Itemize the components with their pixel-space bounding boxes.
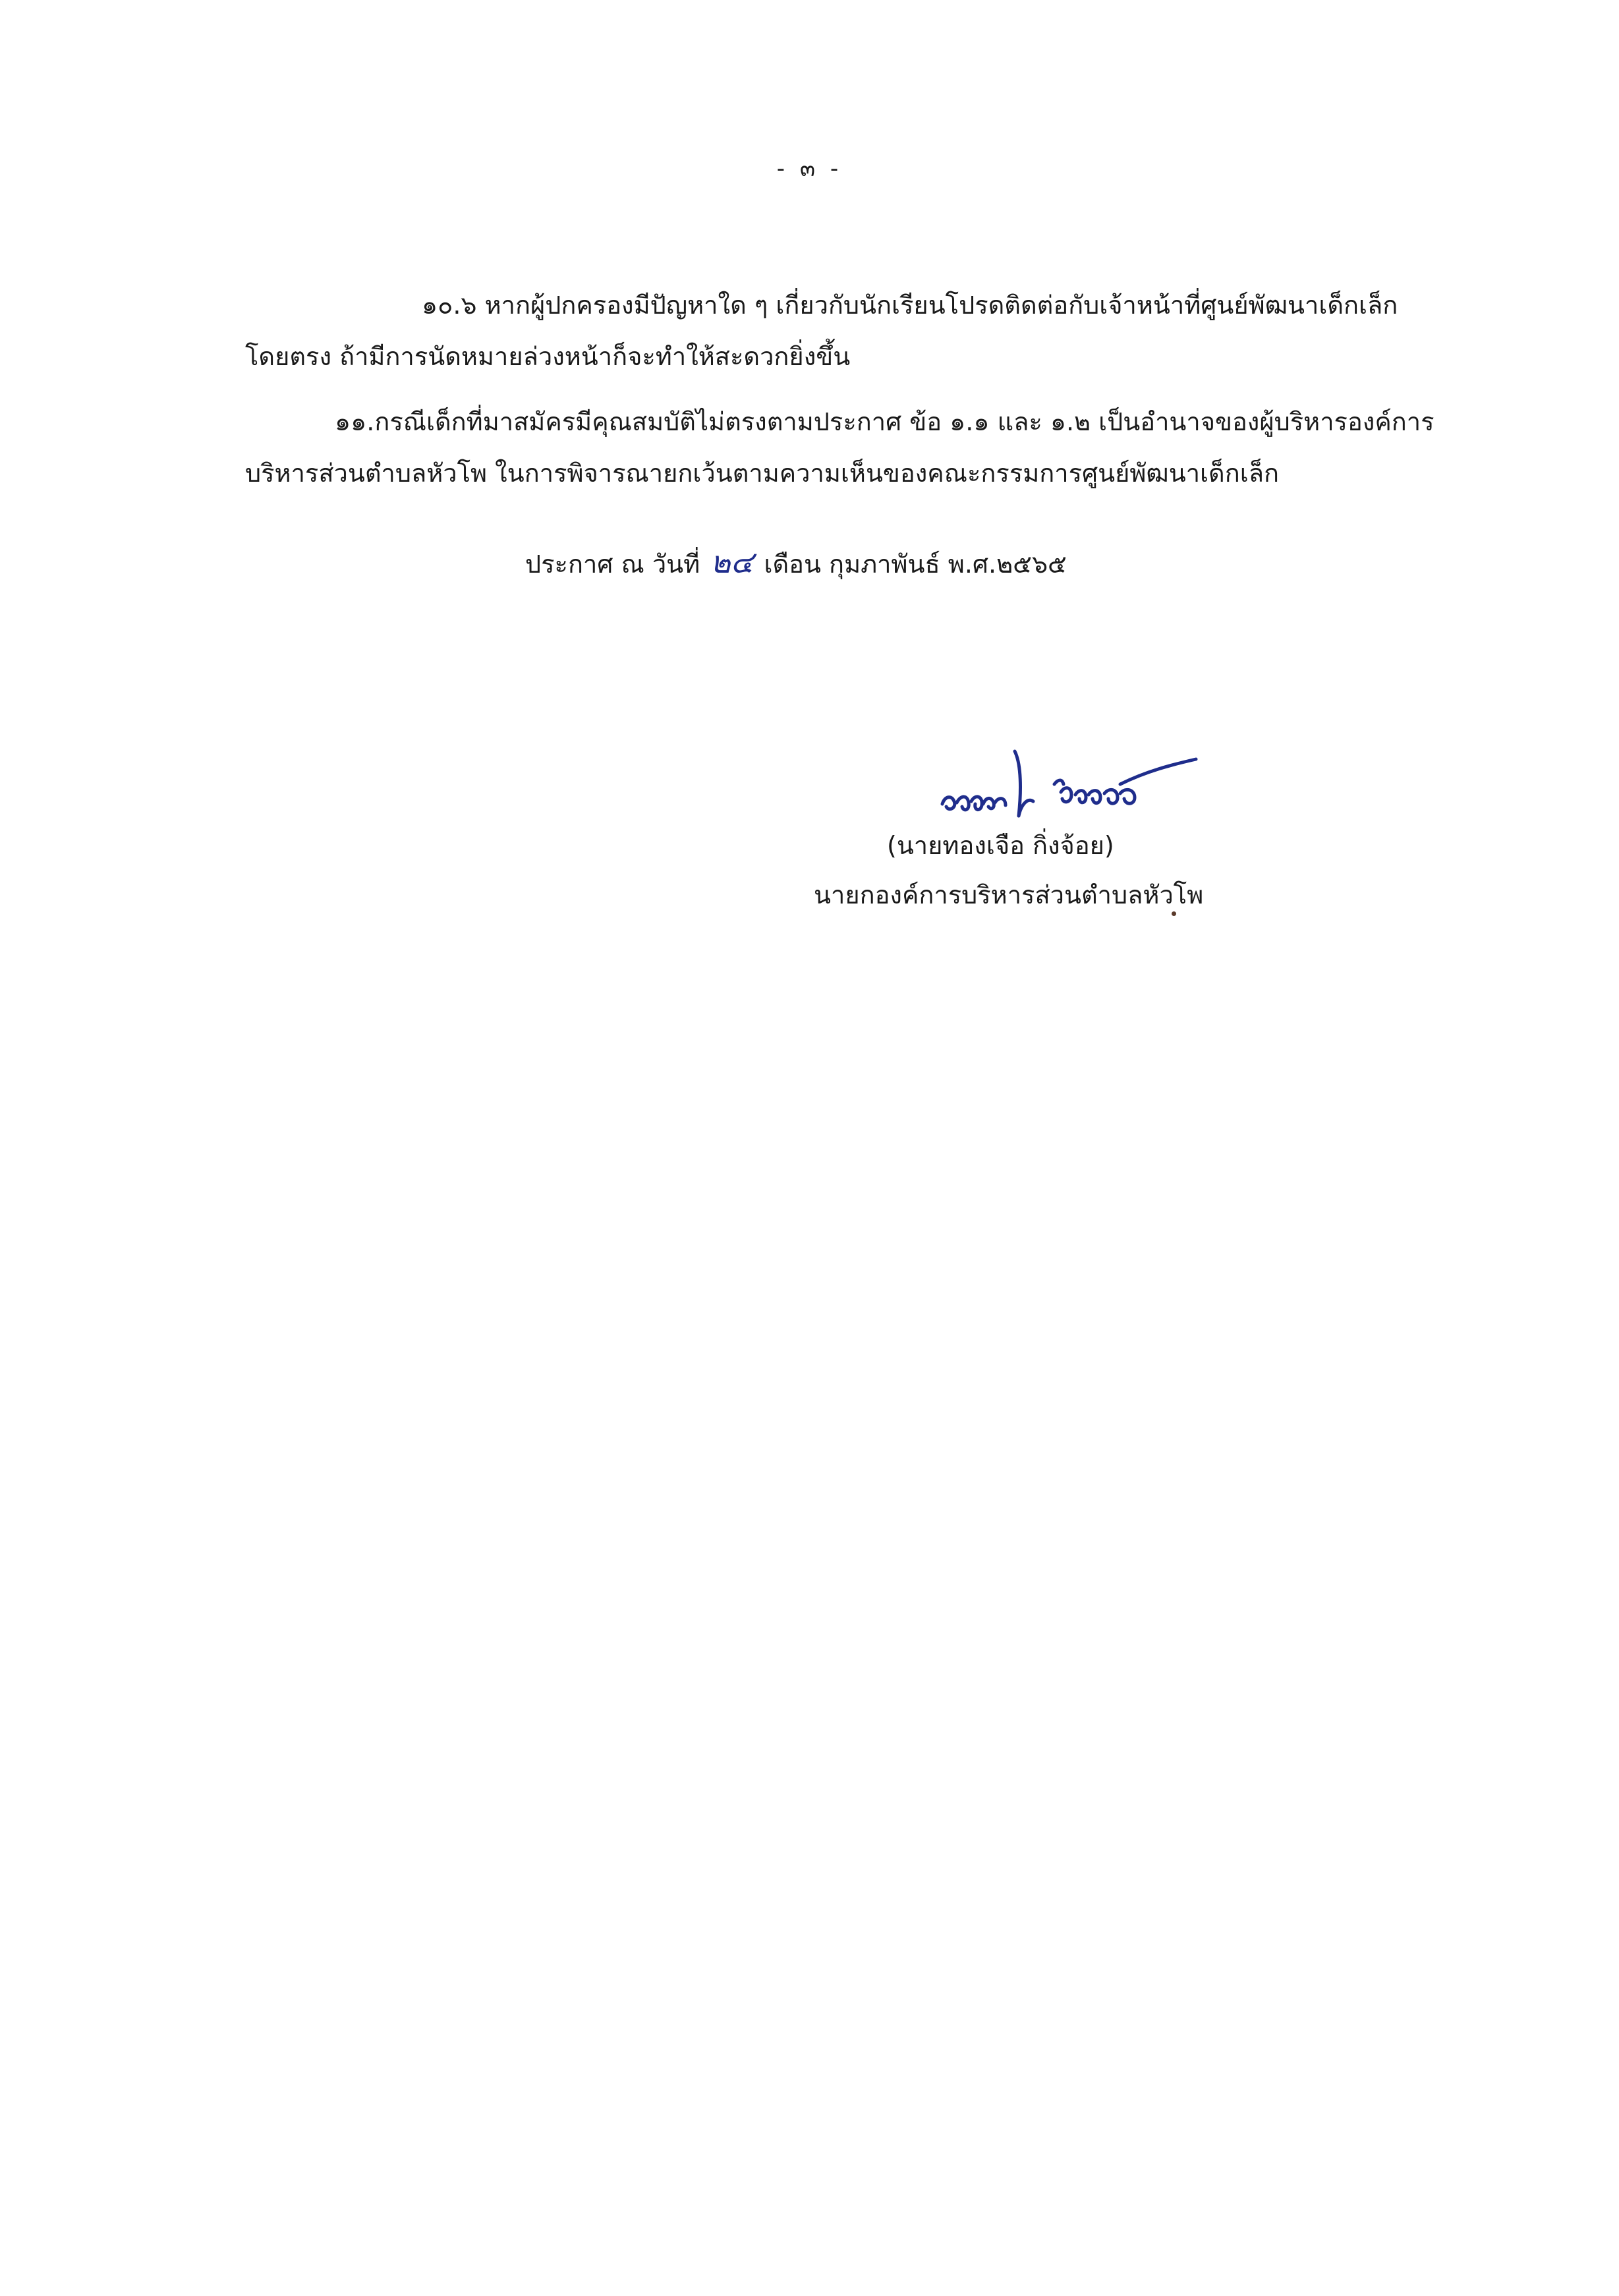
signatory-name: (นายทองเจือ กิ่งจ้อย) xyxy=(887,831,1114,860)
date-suffix: เดือน กุมภาพันธ์ พ.ศ.๒๕๖๕ xyxy=(764,550,1067,579)
clause-10-6-line-2: โดยตรง ถ้ามีการนัดหมายล่วงหน้าก็จะทำให้สะดวกยิ่งขึ้น xyxy=(245,342,851,371)
clause-11-line-2: บริหารส่วนตำบลหัวโพ ในการพิจารณายกเว้นตามความเห็นของคณะกรรมการศูนย์พัฒนาเด็กเล็ก xyxy=(245,459,1280,488)
clause-11-line-1: ๑๑.กรณีเด็กที่มาสมัครมีคุณสมบัติไม่ตรงตามประกาศ ข้อ ๑.๑ และ ๑.๒ เป็นอำนาจของผู้บริหารองค์การ xyxy=(335,407,1434,436)
handwritten-signature xyxy=(923,738,1199,830)
signatory-title: นายกองค์การบริหารส่วนตำบลหัวโพ xyxy=(814,880,1204,909)
page-number: - ๓ - xyxy=(776,156,843,182)
date-day-handwritten: ๒๔ xyxy=(710,544,754,580)
clause-10-6-line-1: ๑๐.๖ หากผู้ปกครองมีปัญหาใด ๆ เกี่ยวกับนักเรียนโปรดติดต่อกับเจ้าหน้าที่ศูนย์พัฒนาเด็กเล็ก xyxy=(422,291,1398,320)
date-prefix: ประกาศ ณ วันที่ xyxy=(525,550,700,579)
announcement-date xyxy=(525,544,1067,583)
ink-speck xyxy=(1172,911,1176,916)
